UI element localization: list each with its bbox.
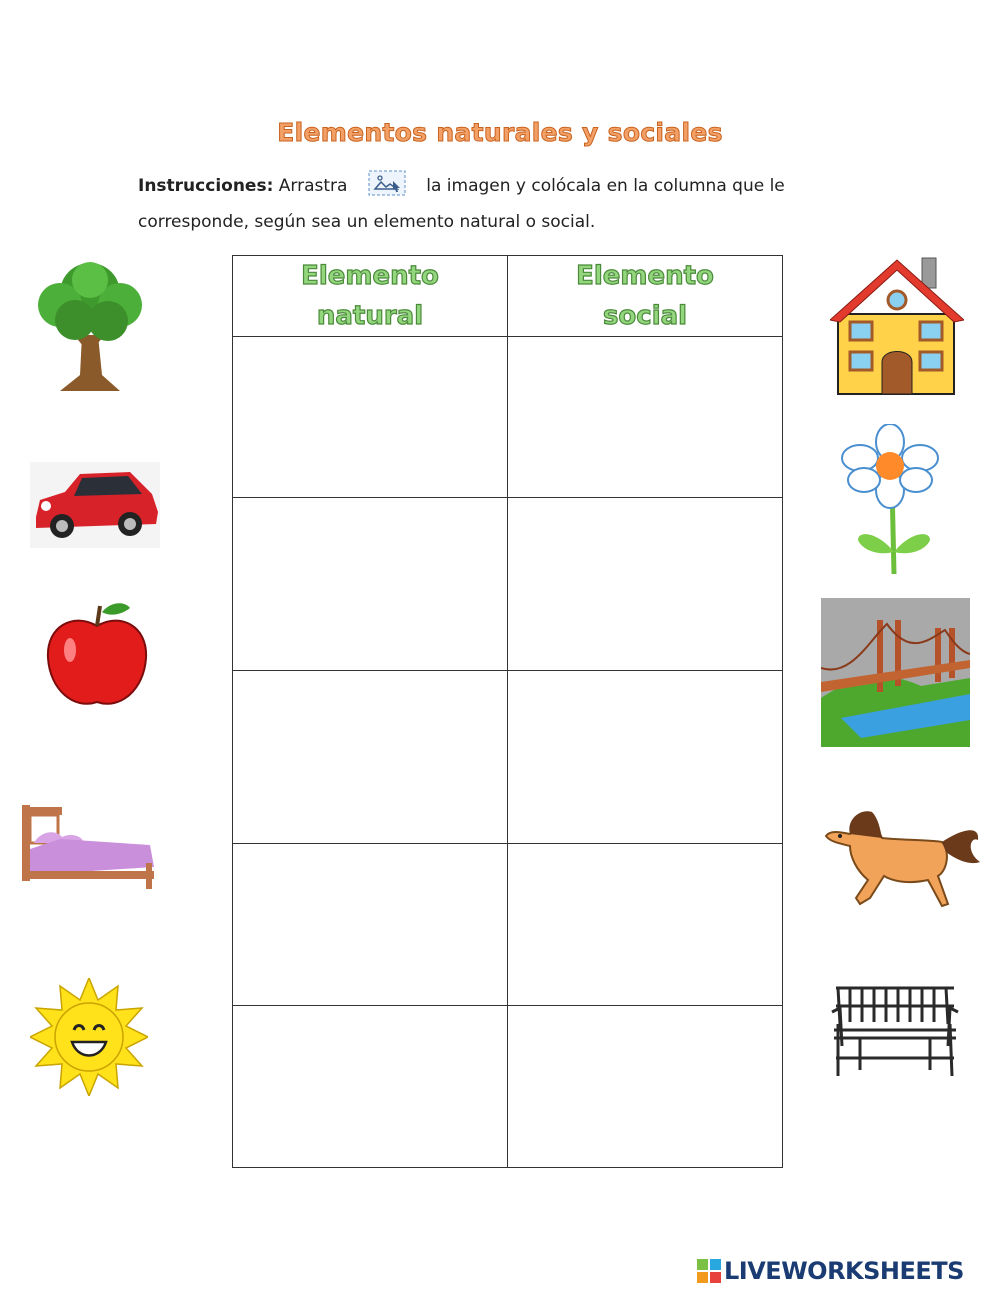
bed-icon[interactable]: [20, 803, 158, 893]
instructions-label: Instrucciones:: [138, 176, 274, 196]
tree-icon[interactable]: [30, 255, 150, 395]
column-header-social: [508, 256, 783, 337]
column-header-social-line1: Elemento: [576, 261, 714, 291]
table-row: [233, 498, 783, 671]
table-row: [233, 671, 783, 844]
instructions: [138, 168, 858, 240]
table-header-row: [233, 256, 783, 337]
drop-cell-natural-2[interactable]: [233, 498, 508, 671]
horse-icon[interactable]: [820, 800, 985, 912]
apple-icon[interactable]: [44, 598, 150, 710]
table-row: [233, 1006, 783, 1168]
column-header-natural-line2: natural: [316, 301, 424, 331]
drag-image-icon: [367, 169, 407, 197]
table-row: [233, 337, 783, 498]
drop-cell-natural-1[interactable]: [233, 337, 508, 498]
drop-cell-social-4[interactable]: [508, 844, 783, 1006]
drop-cell-social-3[interactable]: [508, 671, 783, 844]
column-header-social-line2: social: [602, 301, 688, 331]
worksheet-title: Elementos naturales y sociales: [277, 118, 723, 147]
drop-cell-social-2[interactable]: [508, 498, 783, 671]
liveworksheets-logo-icon: [697, 1259, 721, 1283]
instructions-text-1: Arrastra: [278, 176, 348, 196]
classification-table: [232, 255, 783, 1168]
bridge-icon[interactable]: [821, 598, 970, 747]
instructions-text-2: la imagen y colócala en la columna que le: [426, 176, 785, 196]
drop-cell-natural-5[interactable]: [233, 1006, 508, 1168]
brand-name: LIVEWORKSHEETS: [724, 1257, 964, 1285]
liveworksheets-logo: [697, 1256, 964, 1286]
bench-icon[interactable]: [830, 984, 960, 1079]
drop-cell-social-1[interactable]: [508, 337, 783, 498]
instructions-text-3: corresponde, según sea un elemento natural o social.: [138, 212, 596, 232]
drop-cell-natural-4[interactable]: [233, 844, 508, 1006]
drop-cell-social-5[interactable]: [508, 1006, 783, 1168]
flower-icon[interactable]: [838, 424, 942, 576]
car-icon[interactable]: [30, 462, 160, 548]
table-row: [233, 844, 783, 1006]
drop-cell-natural-3[interactable]: [233, 671, 508, 844]
house-icon[interactable]: [830, 256, 964, 396]
column-header-natural: [233, 256, 508, 337]
column-header-natural-line1: Elemento: [301, 261, 439, 291]
sun-icon[interactable]: [30, 978, 148, 1096]
